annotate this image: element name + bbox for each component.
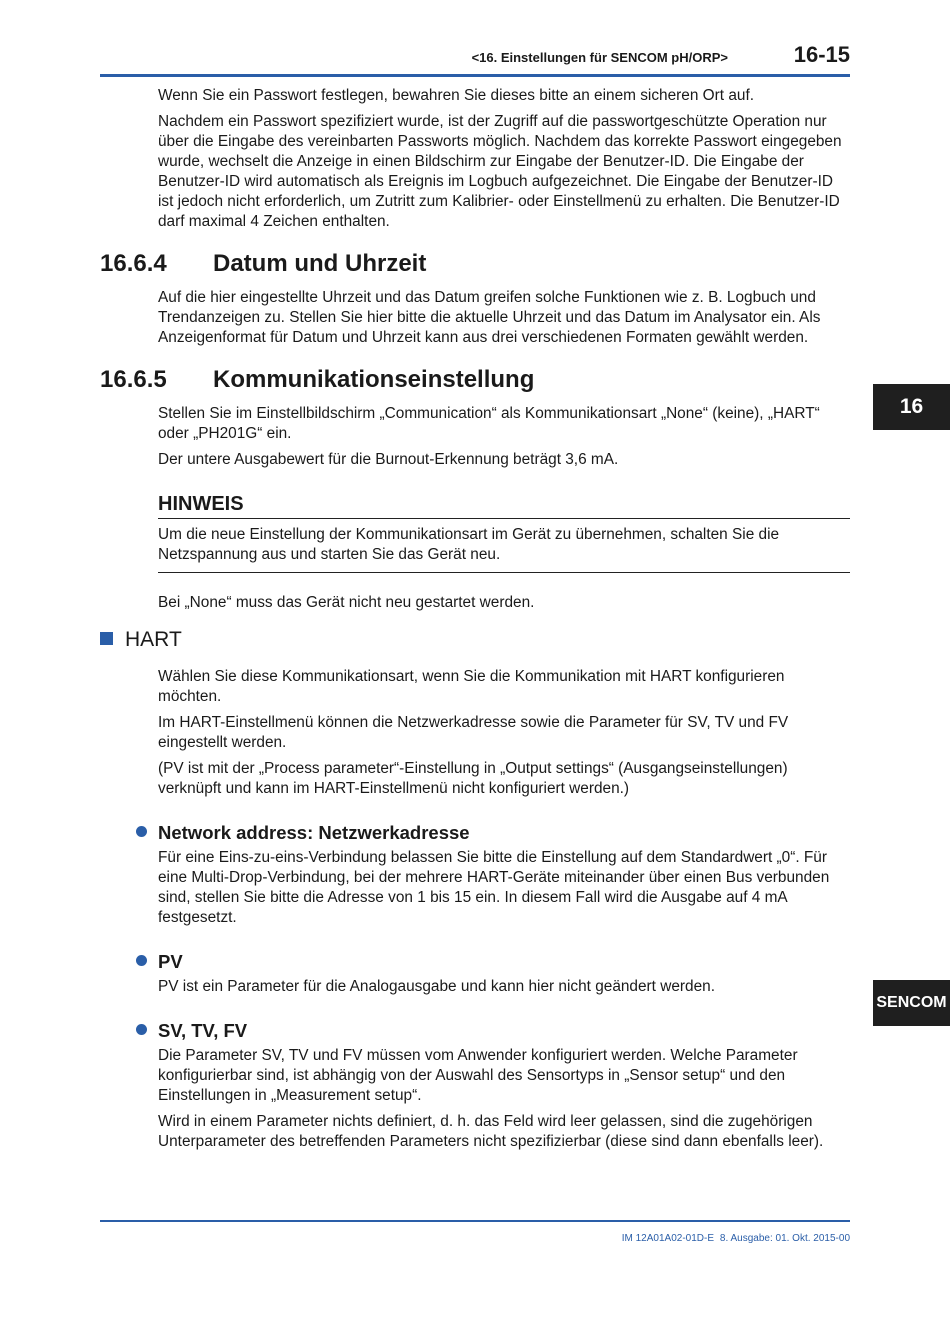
page-number: 16-15 bbox=[793, 42, 850, 67]
after-note-paragraph: Bei „None“ muss das Gerät nicht neu gestartet werden. bbox=[158, 594, 535, 611]
square-bullet-icon bbox=[100, 632, 113, 645]
item-title: Network address: Netzwerkadresse bbox=[158, 822, 470, 843]
page-content bbox=[100, 86, 850, 1158]
circle-bullet-icon bbox=[136, 955, 147, 966]
item-title: PV bbox=[158, 951, 183, 972]
sencom-tab: SENCOM bbox=[873, 980, 950, 1026]
network-paragraph: Für eine Eins-zu-eins-Verbindung belassen Sie bitte die Einstellung auf dem Standardwert „0“. Für eine Multi-Drop-Verbindung, bei der mehrere HART-Geräte miteinander über einen Bus verbunden sind, stellen Sie bitte die Adresse von 1 bis 15 ein. In diesem Fall wird die Ausgabe auf 4 mA festgesetzt. bbox=[158, 849, 830, 926]
komm-paragraph-2: Der untere Ausgabewert für die Burnout-Erkennung beträgt 3,6 mA. bbox=[158, 451, 619, 468]
item-title: SV, TV, FV bbox=[158, 1020, 248, 1041]
komm-paragraph-1: Stellen Sie im Einstellbildschirm „Communication“ als Kommunikationsart „None“ (keine), „HART“ oder „PH201G“ ein. bbox=[158, 405, 820, 442]
document-id: IM 12A01A02-01D-E bbox=[621, 1233, 714, 1244]
circle-bullet-icon bbox=[136, 1024, 147, 1035]
section-heading-datum bbox=[100, 250, 850, 278]
page-header bbox=[100, 38, 850, 77]
hart-paragraph-2: Im HART-Einstellmenü können die Netzwerkadresse sowie die Parameter für SV, TV und FV eingestellt werden. bbox=[158, 714, 789, 751]
item-heading-network bbox=[136, 821, 850, 845]
section-title: Kommunikationseinstellung bbox=[213, 366, 535, 393]
chapter-reference: <16. Einstellungen für SENCOM pH/ORP> bbox=[471, 50, 728, 65]
svtvfv-paragraph-2: Wird in einem Parameter nichts definiert, d. h. das Feld wird leer gelassen, sind die zugehörigen Unterparameter des betreffenden Parameters nicht spezifizierbar (diese sind dann ebenfalls leer). bbox=[158, 1113, 824, 1150]
subsection-title: HART bbox=[125, 628, 182, 651]
datum-paragraph: Auf die hier eingestellte Uhrzeit und das Datum greifen solche Funktionen wie z. B. Logbuch und Trendanzeigen zu. Stellen Sie hier bitte die aktuelle Uhrzeit und das Datum im Analysator ein. Als Anzeigenformat für Datum und Uhrzeit kann aus drei verschiedenen Formaten gewählt werden. bbox=[158, 289, 821, 346]
note-body bbox=[158, 519, 850, 573]
chapter-tab: 16 bbox=[873, 384, 950, 430]
item-heading-pv bbox=[136, 950, 850, 974]
section-number: 16.6.5 bbox=[100, 366, 167, 393]
hart-paragraph-3: (PV ist mit der „Process parameter“-Einstellung in „Output settings“ (Ausgangseinstellungen) verknüpft und kann im HART-Einstellmenü nicht konfiguriert werden.) bbox=[158, 760, 788, 797]
hart-paragraph-1: Wählen Sie diese Kommunikationsart, wenn Sie die Kommunikation mit HART konfigurieren möchten. bbox=[158, 668, 785, 705]
note-text: Um die neue Einstellung der Kommunikationsart im Gerät zu übernehmen, schalten Sie die Netzspannung aus und starten Sie das Gerät neu. bbox=[158, 526, 780, 563]
pv-paragraph: PV ist ein Parameter für die Analogausgabe und kann hier nicht geändert werden. bbox=[158, 978, 715, 995]
section-title: Datum und Uhrzeit bbox=[213, 250, 427, 277]
page-footer bbox=[100, 1220, 850, 1246]
item-heading-svtvfv bbox=[136, 1019, 850, 1043]
section-heading-kommunikation bbox=[100, 366, 850, 394]
note-box bbox=[158, 492, 850, 573]
intro-paragraph-2: Nachdem ein Passwort spezifiziert wurde, ist der Zugriff auf die passwortgeschützte Operation nur über die Eingabe des vereinbarten Passworts möglich. Nachdem das korrekte Passwort eingegeben wurde, wechselt die Anzeige in einen Bildschirm zur Eingabe der Benutzer-ID. Die Eingabe der Benutzer-ID wird automatisch als Ereignis im Logbuch aufgezeichnet. Die Eingabe der Benutzer-ID ist jedoch nicht erforderlich, um Zutritt zum Kalibrier- oder Einstellmenü zu erhalten. Die Benutzer-ID darf maximal 4 Zeichen enthalten. bbox=[158, 113, 842, 230]
note-title: HINWEIS bbox=[158, 492, 850, 519]
edition-info: 8. Ausgabe: 01. Okt. 2015-00 bbox=[719, 1233, 850, 1244]
circle-bullet-icon bbox=[136, 826, 147, 837]
intro-paragraph-1: Wenn Sie ein Passwort festlegen, bewahren Sie dieses bitte an einem sicheren Ort auf. bbox=[158, 87, 755, 104]
subsection-heading-hart bbox=[100, 627, 850, 653]
section-number: 16.6.4 bbox=[100, 250, 167, 277]
svtvfv-paragraph-1: Die Parameter SV, TV und FV müssen vom Anwender konfiguriert werden. Welche Parameter konfigurierbar sind, ist abhängig von der Auswahl des Sensortyps in „Sensor setup“ und den Einstellungen in „Measurement setup“. bbox=[158, 1047, 798, 1104]
